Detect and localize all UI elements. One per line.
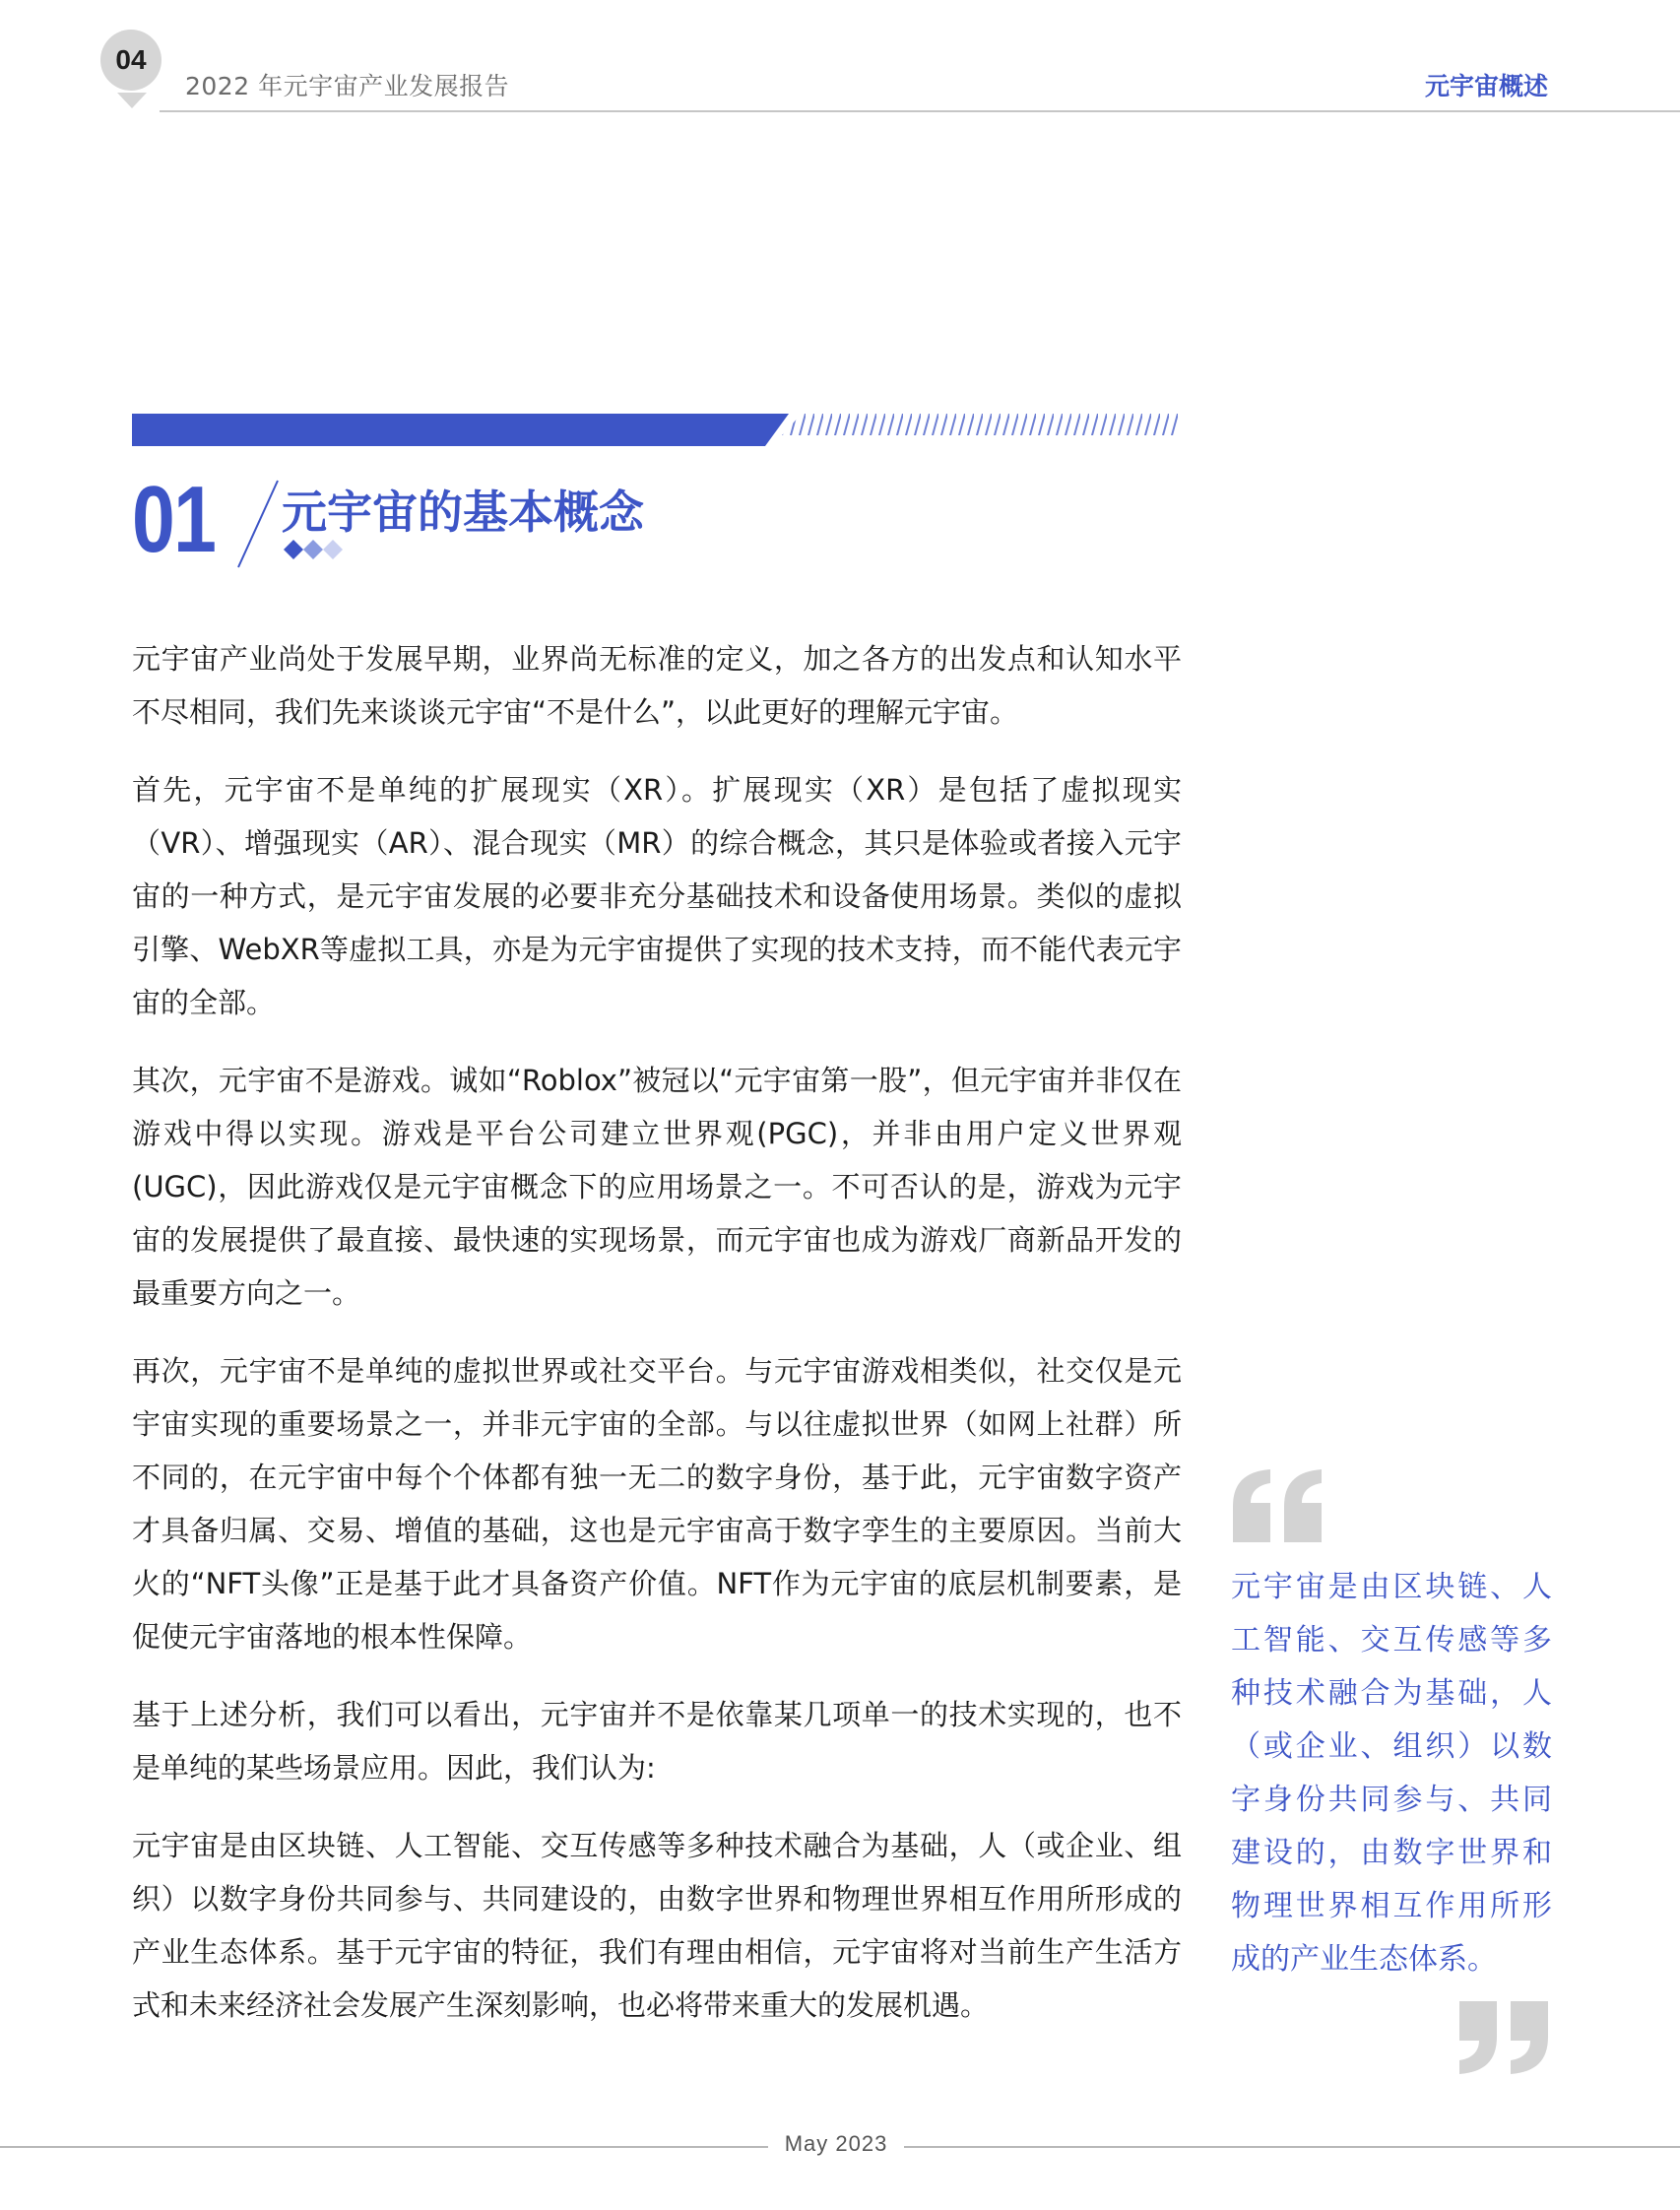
section-title: 元宇宙的基本概念 <box>282 486 644 539</box>
page-badge-pointer <box>117 93 147 108</box>
footer-divider-left <box>0 2146 768 2148</box>
diamond-decoration-icon <box>282 538 347 561</box>
open-quote-icon <box>1231 1467 1325 1544</box>
section-banner <box>132 414 1180 446</box>
footer-date: May 2023 <box>784 2131 888 2156</box>
pull-quote-text: 元宇宙是由区块链、人工智能、交互传感等多种技术融合为基础，人（或企业、组织）以数字身份共同参与、共同建设的，由数字世界和物理世界相互作用所形成的产业生态体系。 <box>1231 1570 1552 1977</box>
report-title: 2022 年元宇宙产业发展报告 <box>185 72 510 100</box>
paragraph-definition: 元宇宙是由区块链、人工智能、交互传感等多种技术融合为基础，人（或企业、组织）以数字身份共同参与、共同建设的，由数字世界和物理世界相互作用所形成的产业生态体系。基于元宇宙的特征，我们有理由相信，元宇宙将对当前生产生活方式和未来经济社会发展产生深刻影响，也必将带来重大的发展机遇。 <box>132 1829 1182 2022</box>
paragraph-social: 再次，元宇宙不是单纯的虚拟世界或社交平台。与元宇宙游戏相类似，社交仅是元宇宙实现的重要场景之一，并非元宇宙的全部。与以往虚拟世界（如网上社群）所不同的，在元宇宙中每个个体都有独一无二的数字身份，基于此，元宇宙数字资产才具备归属、交易、增值的基础，这也是元宇宙高于数字孪生的主要原因。当前大火的“NFT头像”正是基于此才具备资产价值。NFT作为元宇宙的底层机制要素，是促使元宇宙落地的根本性保障。 <box>132 1354 1182 1654</box>
header-divider <box>160 110 1680 112</box>
paragraph-analysis: 基于上述分析，我们可以看出，元宇宙并不是依靠某几项单一的技术实现的，也不是单纯的某些场景应用。因此，我们认为: <box>132 1698 1182 1785</box>
paragraph-intro: 元宇宙产业尚处于发展早期，业界尚无标准的定义，加之各方的出发点和认知水平不尽相同，我们先来谈谈元宇宙“不是什么”，以此更好的理解元宇宙。 <box>132 642 1182 729</box>
paragraph-xr: 首先，元宇宙不是单纯的扩展现实（XR）。扩展现实（XR）是包括了虚拟现实（VR）、增强现实（AR）、混合现实（MR）的综合概念，其只是体验或者接入元宇宙的一种方式，是元宇宙发展的必要非充分基础技术和设备使用场景。类似的虚拟引擎、WebXR等虚拟工具，亦是为元宇宙提供了实现的技术支持，而不能代表元宇宙的全部。 <box>132 773 1182 1019</box>
section-number: 01 <box>132 467 216 572</box>
page-number-badge <box>100 30 162 91</box>
page-number: 04 <box>115 44 147 75</box>
footer-divider-right <box>904 2146 1680 2148</box>
paragraph-games: 其次，元宇宙不是游戏。诚如“Roblox”被冠以“元宇宙第一股”，但元宇宙并非仅在游戏中得以实现。游戏是平台公司建立世界观(PGC)，并非由用户定义世界观(UGC)，因此游戏仅是元宇宙概念下的应用场景之一。不可否认的是，游戏为元宇宙的发展提供了最直接、最快速的实现场景，而元宇宙也成为游戏厂商新品开发的最重要方向之一。 <box>132 1064 1182 1310</box>
section-label: 元宇宙概述 <box>1424 72 1548 100</box>
body-text <box>132 632 1182 2056</box>
close-quote-icon <box>1455 1999 1550 2076</box>
section-slash-decoration <box>236 479 280 569</box>
